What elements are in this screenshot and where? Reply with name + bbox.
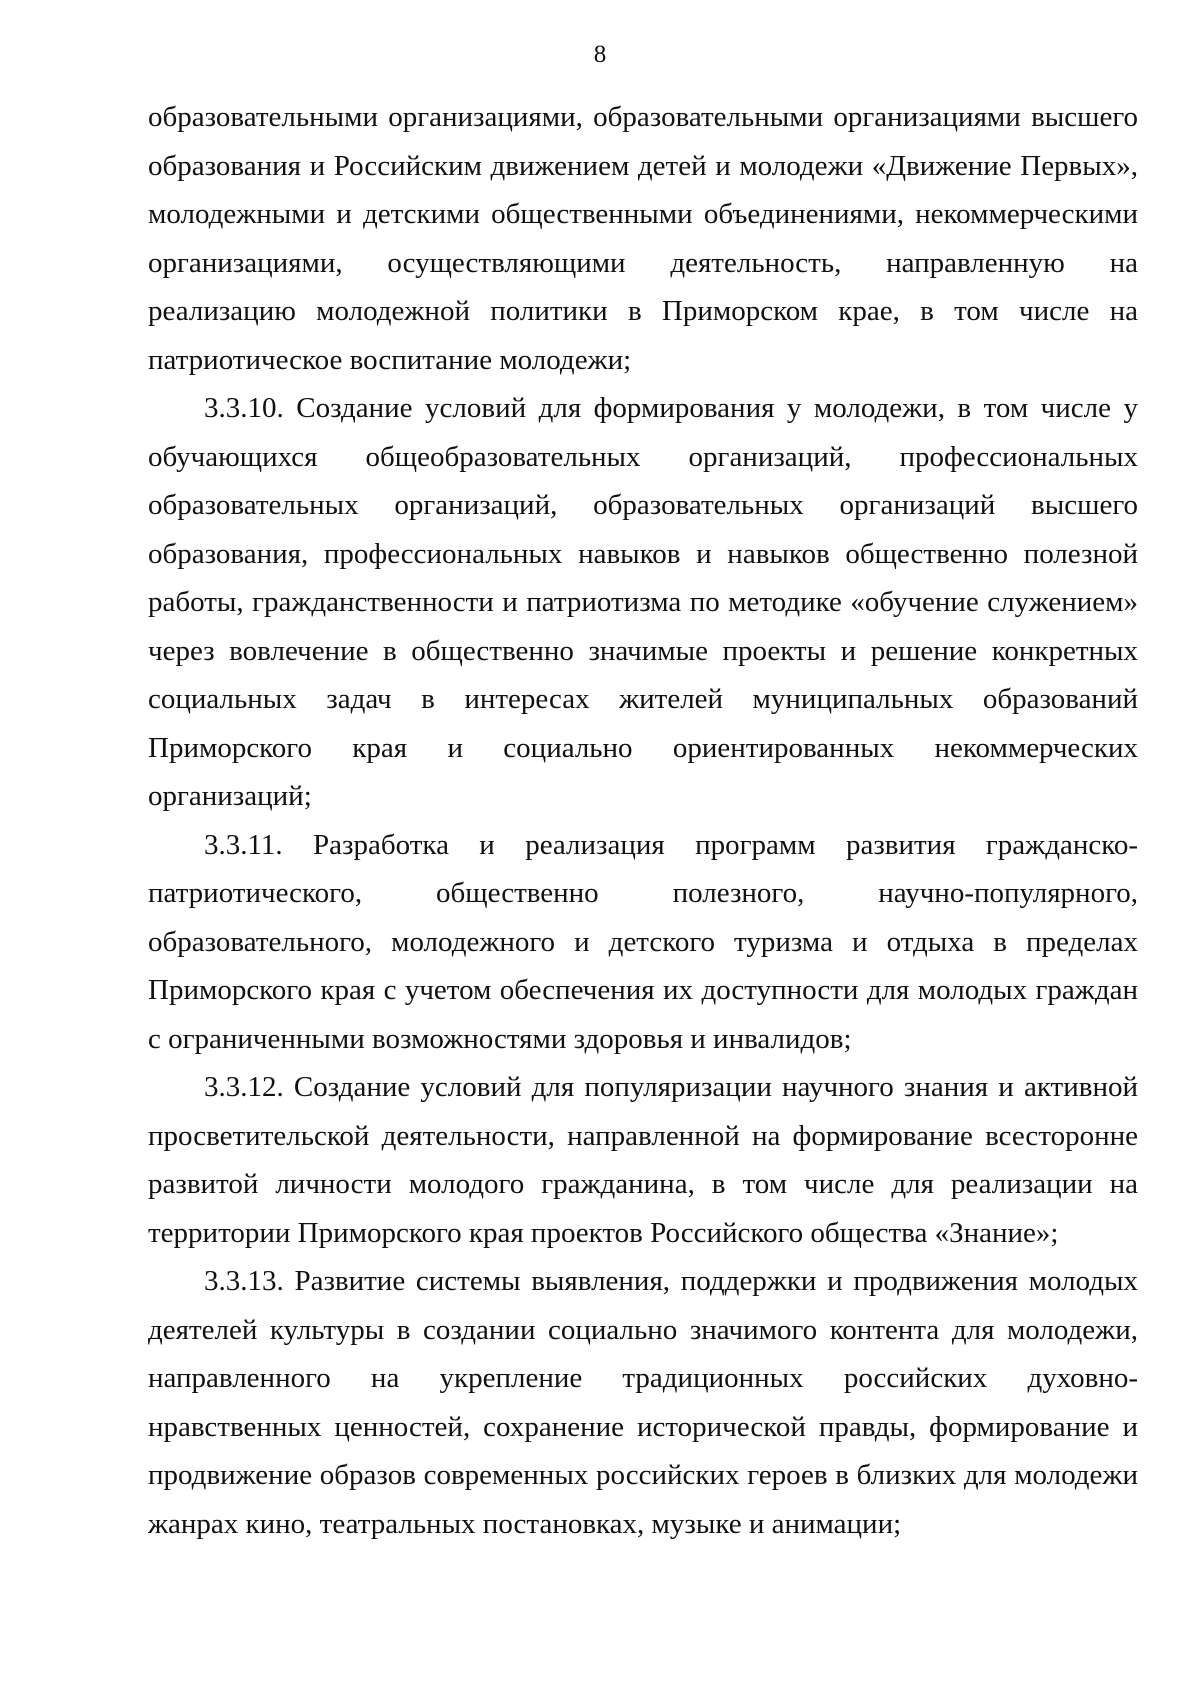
paragraph-3-3-12: 3.3.12. Создание условий для популяризации научного знания и активной просветительской деятельности, направленной на формирование всесторонне развитой личности молодого гражданина, в том числе для реализации на территории Приморского края проектов Российского общества «Знание»; (148, 1071, 1138, 1249)
page-number: 8 (593, 41, 607, 68)
document-body (148, 93, 1138, 1548)
paragraph-3-3-10: 3.3.10. Создание условий для формирования у молодежи, в том числе у обучающихся общеобразовательных организаций, профессиональных образовательных организаций, образовательных организаций высшего образования, профессиональных навыков и навыков общественно полезной работы, гражданственности и патриотизма по методике «обучение служением» через вовлечение в общественно значимые проекты и решение конкретных социальных задач в интересах жителей муниципальных образований Приморского края и социально ориентированных некоммерческих организаций; (148, 392, 1138, 812)
paragraph-3-3-13: 3.3.13. Развитие системы выявления, поддержки и продвижения молодых деятелей культуры в создании социально значимого контента для молодежи, направленного на укрепление традиционных российских духовно-нравственных ценностей, сохранение исторической правды, формирование и продвижение образов современных российских героев в близких для молодежи жанрах кино, театральных постановках, музыке и анимации; (148, 1265, 1138, 1540)
paragraph-continuation: образовательными организациями, образовательными организациями высшего образования и Российским движением детей и молодежи «Движение Первых», молодежными и детскими общественными объединениями, некоммерческими организациями, осуществляющими деятельность, направленную на реализацию молодежной политики в Приморском крае, в том числе на патриотическое воспитание молодежи; (148, 101, 1138, 376)
paragraph-3-3-11: 3.3.11. Разработка и реализация программ развития гражданско-патриотического, общественно полезного, научно-популярного, образовательного, молодежного и детского туризма и отдыха в пределах Приморского края с учетом обеспечения их доступности для молодых граждан с ограниченными возможностями здоровья и инвалидов; (148, 828, 1138, 1055)
